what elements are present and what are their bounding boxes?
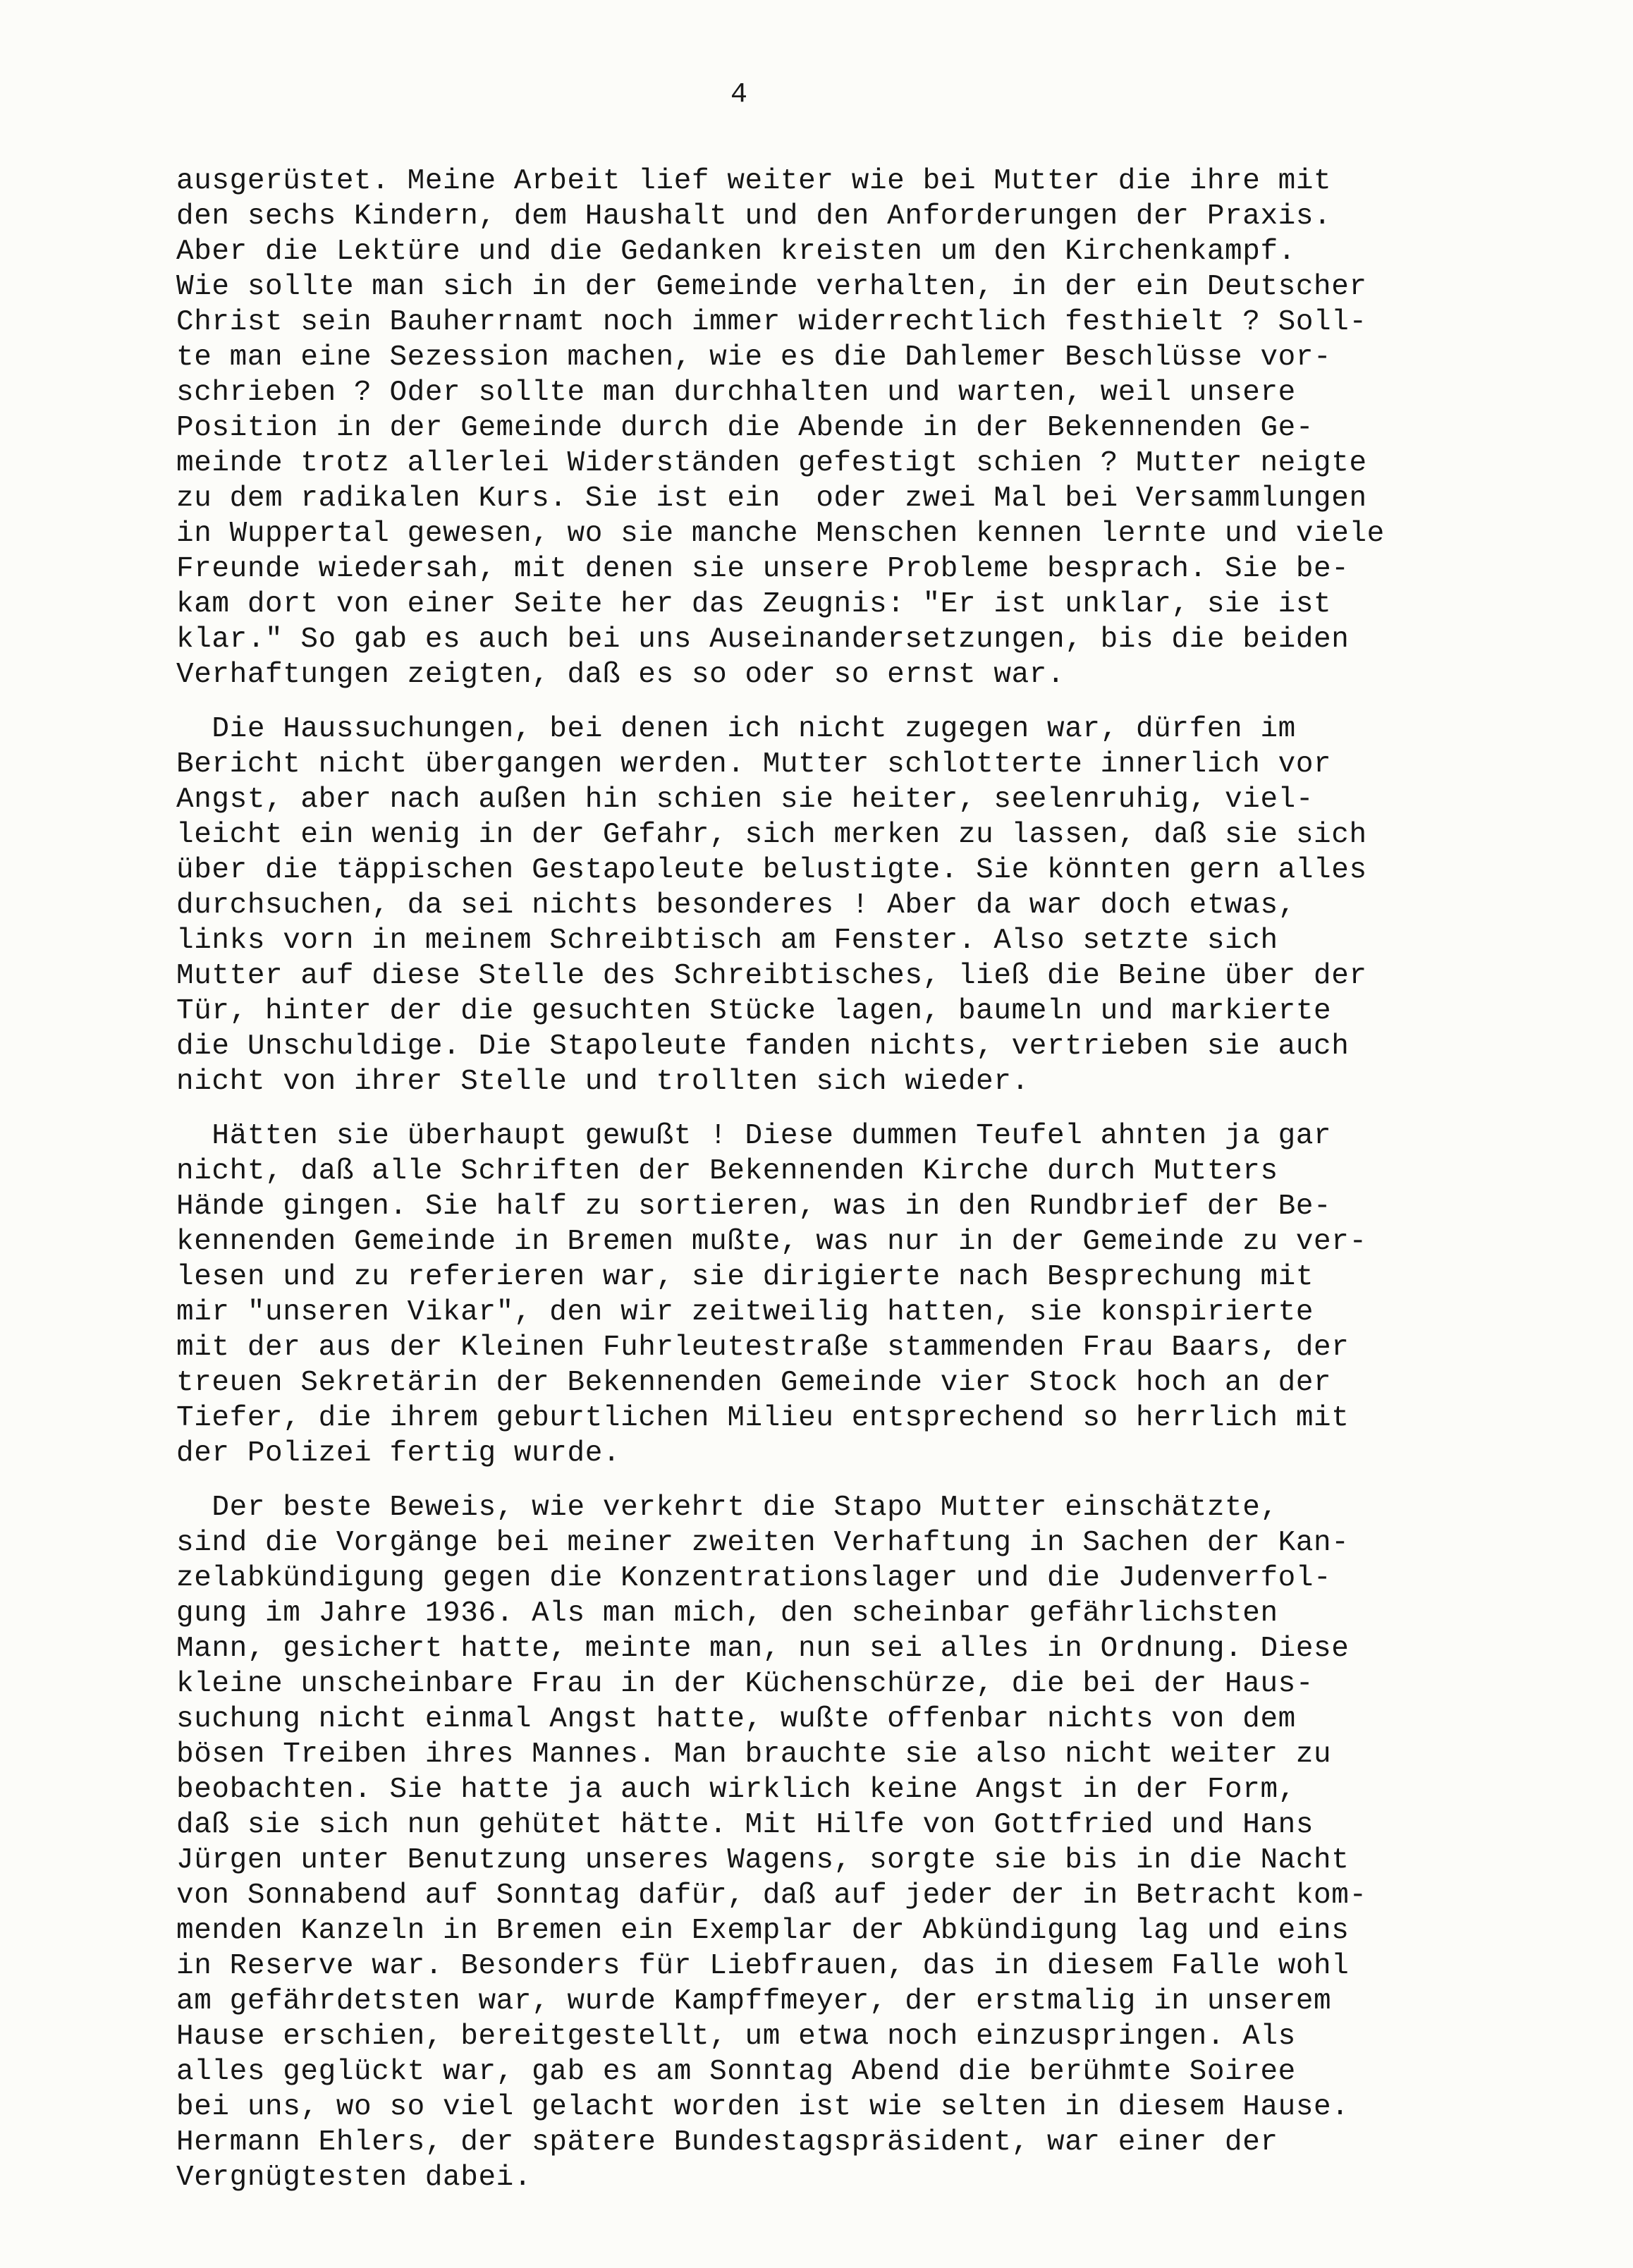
text-line: mir "unseren Vikar", den wir zeitweilig hatten, sie konspirierte <box>176 1296 1314 1329</box>
text-line: nicht von ihrer Stelle und trollten sich wieder. <box>176 1066 1029 1098</box>
text-line: Hände gingen. Sie half zu sortieren, was in den Rundbrief der Be- <box>176 1190 1332 1223</box>
text-line: Wie sollte man sich in der Gemeinde verhalten, in der ein Deutscher <box>176 271 1367 303</box>
text-line: menden Kanzeln in Bremen ein Exemplar der Abkündigung lag und eins <box>176 1915 1350 1947</box>
text-line: ausgerüstet. Meine Arbeit lief weiter wie bei Mutter die ihre mit <box>176 165 1332 197</box>
text-line: bei uns, wo so viel gelacht worden ist wie selten in diesem Hause. <box>176 2091 1350 2123</box>
text-line: in Wuppertal gewesen, wo sie manche Menschen kennen lernte und viele <box>176 518 1385 550</box>
text-line: Freunde wiedersah, mit denen sie unsere Probleme besprach. Sie be- <box>176 553 1350 585</box>
text-line: Angst, aber nach außen hin schien sie heiter, seelenruhig, viel- <box>176 784 1314 816</box>
text-line: durchsuchen, da sei nichts besonderes ! Aber da war doch etwas, <box>176 889 1296 922</box>
text-line: Der beste Beweis, wie verkehrt die Stapo Mutter einschätzte, <box>176 1492 1278 1524</box>
text-line: beobachten. Sie hatte ja auch wirklich keine Angst in der Form, <box>176 1774 1296 1806</box>
text-line: Die Haussuchungen, bei denen ich nicht zugegen war, dürfen im <box>176 713 1296 745</box>
text-line: den sechs Kindern, dem Haushalt und den Anforderungen der Praxis. <box>176 200 1332 233</box>
text-line: Bericht nicht übergangen werden. Mutter schlotterte innerlich vor <box>176 748 1332 781</box>
text-line: alles geglückt war, gab es am Sonntag Abend die berühmte Soiree <box>176 2056 1296 2088</box>
text-line: in Reserve war. Besonders für Liebfrauen, das in diesem Falle wohl <box>176 1950 1350 1982</box>
text-line: Position in der Gemeinde durch die Abende in der Bekennenden Ge- <box>176 412 1314 444</box>
text-line: Tiefer, die ihrem geburtlichen Milieu entsprechend so herrlich mit <box>176 1402 1350 1434</box>
paragraph <box>176 164 1572 693</box>
text-line: Mutter auf diese Stelle des Schreibtisches, ließ die Beine über der <box>176 960 1367 992</box>
text-line: kam dort von einer Seite her das Zeugnis: "Er ist unklar, sie ist <box>176 588 1332 621</box>
text-line: die Unschuldige. Die Stapoleute fanden nichts, vertrieben sie auch <box>176 1030 1350 1063</box>
text-line: zelabkündigung gegen die Konzentrationslager und die Judenverfol- <box>176 1562 1332 1595</box>
text-line: über die täppischen Gestapoleute belustigte. Sie könnten gern alles <box>176 854 1367 886</box>
text-line: Mann, gesichert hatte, meinte man, nun sei alles in Ordnung. Diese <box>176 1633 1350 1665</box>
text-line: der Polizei fertig wurde. <box>176 1437 621 1470</box>
text-line: te man eine Sezession machen, wie es die Dahlemer Beschlüsse vor- <box>176 341 1332 374</box>
text-line: Vergnügtesten dabei. <box>176 2162 532 2194</box>
text-line: meinde trotz allerlei Widerständen gefestigt schien ? Mutter neigte <box>176 447 1367 480</box>
text-line: schrieben ? Oder sollte man durchhalten und warten, weil unsere <box>176 377 1296 409</box>
text-line: klar." So gab es auch bei uns Auseinandersetzungen, bis die beiden <box>176 623 1350 656</box>
text-line: zu dem radikalen Kurs. Sie ist ein oder zwei Mal bei Versammlungen <box>176 482 1367 515</box>
text-line: kleine unscheinbare Frau in der Küchenschürze, die bei der Haus- <box>176 1668 1314 1700</box>
text-line: kennenden Gemeinde in Bremen mußte, was nur in der Gemeinde zu ver- <box>176 1226 1367 1258</box>
text-line: Tür, hinter der die gesuchten Stücke lagen, baumeln und markierte <box>176 995 1332 1028</box>
text-line: Verhaftungen zeigten, daß es so oder so ernst war. <box>176 659 1065 691</box>
text-line: Aber die Lektüre und die Gedanken kreisten um den Kirchenkampf. <box>176 236 1296 268</box>
paragraph <box>176 1490 1572 2195</box>
paragraph <box>176 1118 1572 1471</box>
text-line: Hermann Ehlers, der spätere Bundestagspräsident, war einer der <box>176 2126 1278 2159</box>
text-line: mit der aus der Kleinen Fuhrleutestraße stammenden Frau Baars, der <box>176 1331 1350 1364</box>
text-line: leicht ein wenig in der Gefahr, sich merken zu lassen, daß sie sich <box>176 819 1367 851</box>
text-line: von Sonnabend auf Sonntag dafür, daß auf jeder der in Betracht kom- <box>176 1879 1367 1912</box>
text-line: Hause erschien, bereitgestellt, um etwa noch einzuspringen. Als <box>176 2020 1296 2053</box>
text-line: lesen und zu referieren war, sie dirigierte nach Besprechung mit <box>176 1261 1314 1293</box>
text-line: Christ sein Bauherrnamt noch immer widerrechtlich festhielt ? Soll- <box>176 306 1367 339</box>
text-line: bösen Treiben ihres Mannes. Man brauchte sie also nicht weiter zu <box>176 1738 1332 1771</box>
page-number: 4 <box>730 79 748 111</box>
text-line: Jürgen unter Benutzung unseres Wagens, sorgte sie bis in die Nacht <box>176 1844 1350 1877</box>
paragraph <box>176 712 1572 1099</box>
text-line: daß sie sich nun gehütet hätte. Mit Hilfe von Gottfried und Hans <box>176 1809 1314 1841</box>
text-line: nicht, daß alle Schriften der Bekennenden Kirche durch Mutters <box>176 1155 1278 1188</box>
text-line: treuen Sekretärin der Bekennenden Gemeinde vier Stock hoch an der <box>176 1367 1332 1399</box>
text-line: suchung nicht einmal Angst hatte, wußte offenbar nichts von dem <box>176 1703 1296 1736</box>
text-line: sind die Vorgänge bei meiner zweiten Verhaftung in Sachen der Kan- <box>176 1527 1350 1559</box>
document-body <box>176 164 1572 2214</box>
text-line: links vorn in meinem Schreibtisch am Fenster. Also setzte sich <box>176 925 1278 957</box>
text-line: gung im Jahre 1936. Als man mich, den scheinbar gefährlichsten <box>176 1597 1278 1630</box>
text-line: am gefährdetsten war, wurde Kampffmeyer, der erstmalig in unserem <box>176 1985 1332 2018</box>
text-line: Hätten sie überhaupt gewußt ! Diese dummen Teufel ahnten ja gar <box>176 1120 1332 1152</box>
